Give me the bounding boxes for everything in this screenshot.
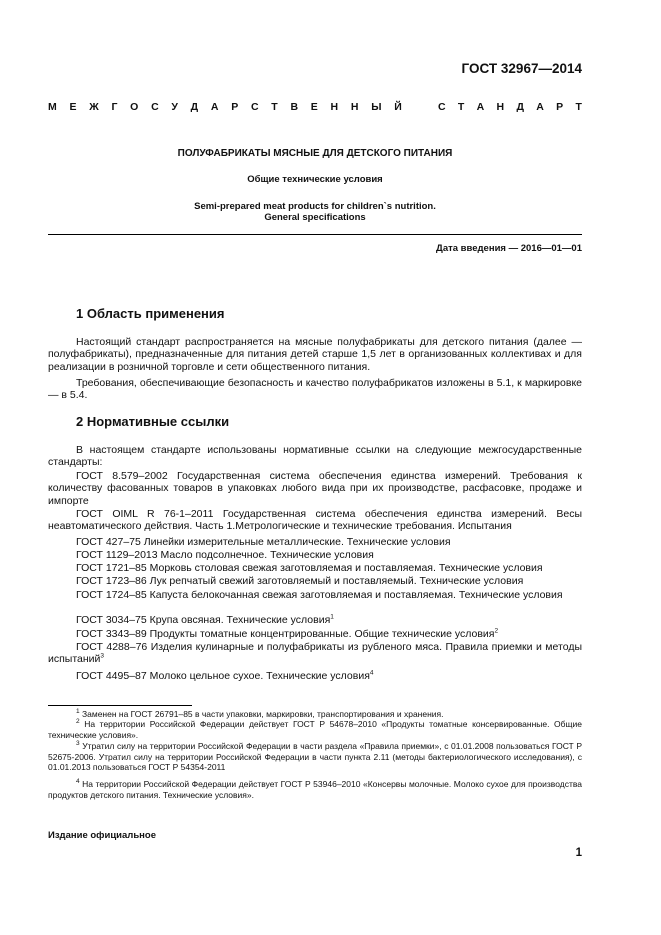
footnote-number: 2 bbox=[76, 718, 80, 726]
banner-letter: О bbox=[130, 101, 139, 113]
standard-banner bbox=[48, 101, 582, 113]
reference-text: ГОСТ 4288–76 Изделия кулинарные и полуфабрикаты из рубленого мяса. Правила приемки и методы испытаний bbox=[48, 641, 582, 666]
banner-word-interstate bbox=[48, 101, 402, 113]
reference-item bbox=[48, 536, 582, 548]
footnote-marker: 4 bbox=[369, 669, 374, 677]
footnote-item bbox=[48, 779, 582, 800]
banner-letter: В bbox=[290, 101, 299, 113]
banner-letter: Й bbox=[394, 101, 402, 113]
banner-letter: Р bbox=[556, 101, 564, 113]
scope-paragraph-2: Требования, обеспечивающие безопасность и качество полуфабрикатов изложены в 5.1, к маркировке — в 5.4. bbox=[48, 377, 582, 402]
banner-letter: Ы bbox=[371, 101, 382, 113]
reference-item bbox=[48, 549, 582, 561]
banner-letter: С bbox=[151, 101, 159, 113]
banner-letter: С bbox=[250, 101, 259, 113]
scope-paragraph-1: Настоящий стандарт распространяется на мясные полуфабрикаты для детского питания (далее — полуфабрикаты), предназначенные для питания детей старше 1,5 лет в организованных коллективах и для реализации в розничной торговле и сети общественного питания. bbox=[48, 336, 582, 373]
reference-text: ГОСТ 3343–89 Продукты томатные концентрированные. Общие технические условия bbox=[76, 628, 495, 640]
footnote-text: Утратил силу на территории Российской Федерации в части раздела «Правила приемки», с 01.01.2008 пользоваться ГОСТ Р 52675-2006. Утратил силу на территории Российской Федерации в части пункта 2.11 (методы бактериологического исследования), с 01.01.2013 пользоваться ГОСТ Р 54354-2011 bbox=[48, 741, 582, 773]
banner-letter: Н bbox=[350, 101, 359, 113]
reference-item bbox=[48, 628, 582, 640]
footnote-marker: 3 bbox=[100, 652, 105, 660]
banner-letter: А bbox=[536, 101, 544, 113]
footnote-divider bbox=[48, 705, 192, 706]
reference-item bbox=[48, 641, 582, 666]
footnote-marker: 2 bbox=[494, 627, 499, 635]
footnote-item bbox=[48, 719, 582, 740]
reference-item bbox=[48, 589, 582, 601]
footnote-number: 3 bbox=[76, 740, 80, 748]
section-heading-scope: 1 Область применения bbox=[76, 306, 225, 321]
footnote-text: На территории Российской Федерации действует ГОСТ Р 53946–2010 «Консервы молочные. Молоко сухое для производства продуктов детского питания. Технические условия». bbox=[48, 779, 582, 800]
footnote-item bbox=[48, 741, 582, 773]
banner-letter: Т bbox=[575, 101, 582, 113]
banner-letter: Д bbox=[516, 101, 524, 113]
banner-letter: Е bbox=[310, 101, 318, 113]
reference-item bbox=[48, 575, 582, 587]
reference-text: ГОСТ 1724–85 Капуста белокочанная свежая заготовляемая и поставляемая. Технические условия bbox=[76, 589, 563, 601]
banner-letter: У bbox=[171, 101, 178, 113]
banner-letter: А bbox=[476, 101, 485, 113]
banner-word-standard bbox=[438, 101, 582, 113]
banner-letter: Е bbox=[69, 101, 77, 113]
banner-letter: Р bbox=[231, 101, 239, 113]
section-heading-references: 2 Нормативные ссылки bbox=[76, 414, 230, 429]
document-title: ПОЛУФАБРИКАТЫ МЯСНЫЕ ДЛЯ ДЕТСКОГО ПИТАНИЯ bbox=[177, 148, 453, 159]
reference-item bbox=[48, 470, 582, 507]
reference-item bbox=[48, 670, 582, 682]
reference-item bbox=[48, 508, 582, 533]
title-divider bbox=[48, 234, 582, 235]
banner-letter: Ж bbox=[89, 101, 99, 113]
reference-text: ГОСТ 3034–75 Крупа овсяная. Технические условия bbox=[76, 614, 331, 626]
reference-text: ГОСТ 1129–2013 Масло подсолнечное. Технические условия bbox=[76, 549, 374, 561]
banner-letter: Г bbox=[111, 101, 118, 113]
banner-letter: А bbox=[210, 101, 219, 113]
banner-letter: М bbox=[48, 101, 57, 113]
edition-label: Издание официальное bbox=[48, 830, 156, 841]
page-number: 1 bbox=[575, 847, 582, 859]
footnote-text: Заменен на ГОСТ 26791–85 в части упаковки, маркировки, транспортирования и хранения. bbox=[79, 709, 444, 719]
footnote-marker: 1 bbox=[330, 613, 334, 621]
footnote-number: 4 bbox=[76, 778, 80, 786]
reference-text: ГОСТ OIML R 76-1–2011 Государственная система обеспечения единства измерений. Весы неавтоматического действия. Часть 1.Метрологические и технические требования. Испытания bbox=[48, 508, 582, 533]
banner-letter: Т bbox=[457, 101, 465, 113]
introduction-date: Дата введения — 2016—01—01 bbox=[436, 243, 582, 254]
banner-letter: Н bbox=[496, 101, 505, 113]
reference-text: ГОСТ 427–75 Линейки измерительные металлические. Технические условия bbox=[76, 536, 451, 548]
english-subtitle: General specifications bbox=[264, 212, 366, 223]
footnote-number: 1 bbox=[76, 708, 80, 716]
banner-letter: Д bbox=[190, 101, 199, 113]
references-intro: В настоящем стандарте использованы нормативные ссылки на следующие межгосударственные стандарты: bbox=[48, 444, 582, 469]
reference-item bbox=[48, 562, 582, 574]
footnote-item bbox=[48, 709, 582, 720]
document-code: ГОСТ 32967—2014 bbox=[461, 61, 582, 76]
reference-text: ГОСТ 1723–86 Лук репчатый свежий заготовляемый и поставляемый. Технические условия bbox=[76, 575, 524, 587]
reference-text: ГОСТ 1721–85 Морковь столовая свежая заготовляемая и поставляемая. Технические условия bbox=[76, 562, 543, 574]
reference-item bbox=[48, 614, 582, 626]
document-subtitle: Общие технические условия bbox=[247, 174, 383, 185]
banner-letter: Н bbox=[330, 101, 339, 113]
reference-text: ГОСТ 8.579–2002 Государственная система обеспечения единства измерений. Требования к количеству фасованных товаров в упаковках любого вида при их производстве, расфасовке, продаже и импорте bbox=[48, 470, 582, 507]
english-title: Semi-prepared meat products for children`s nutrition. bbox=[194, 201, 436, 212]
reference-text: ГОСТ 4495–87 Молоко цельное сухое. Технические условия bbox=[76, 670, 370, 682]
footnote-text: На территории Российской Федерации действует ГОСТ Р 54678–2010 «Продукты томатные консервированные. Общие технические условия». bbox=[48, 719, 582, 740]
banner-letter: Т bbox=[271, 101, 278, 113]
banner-letter: С bbox=[438, 101, 446, 113]
